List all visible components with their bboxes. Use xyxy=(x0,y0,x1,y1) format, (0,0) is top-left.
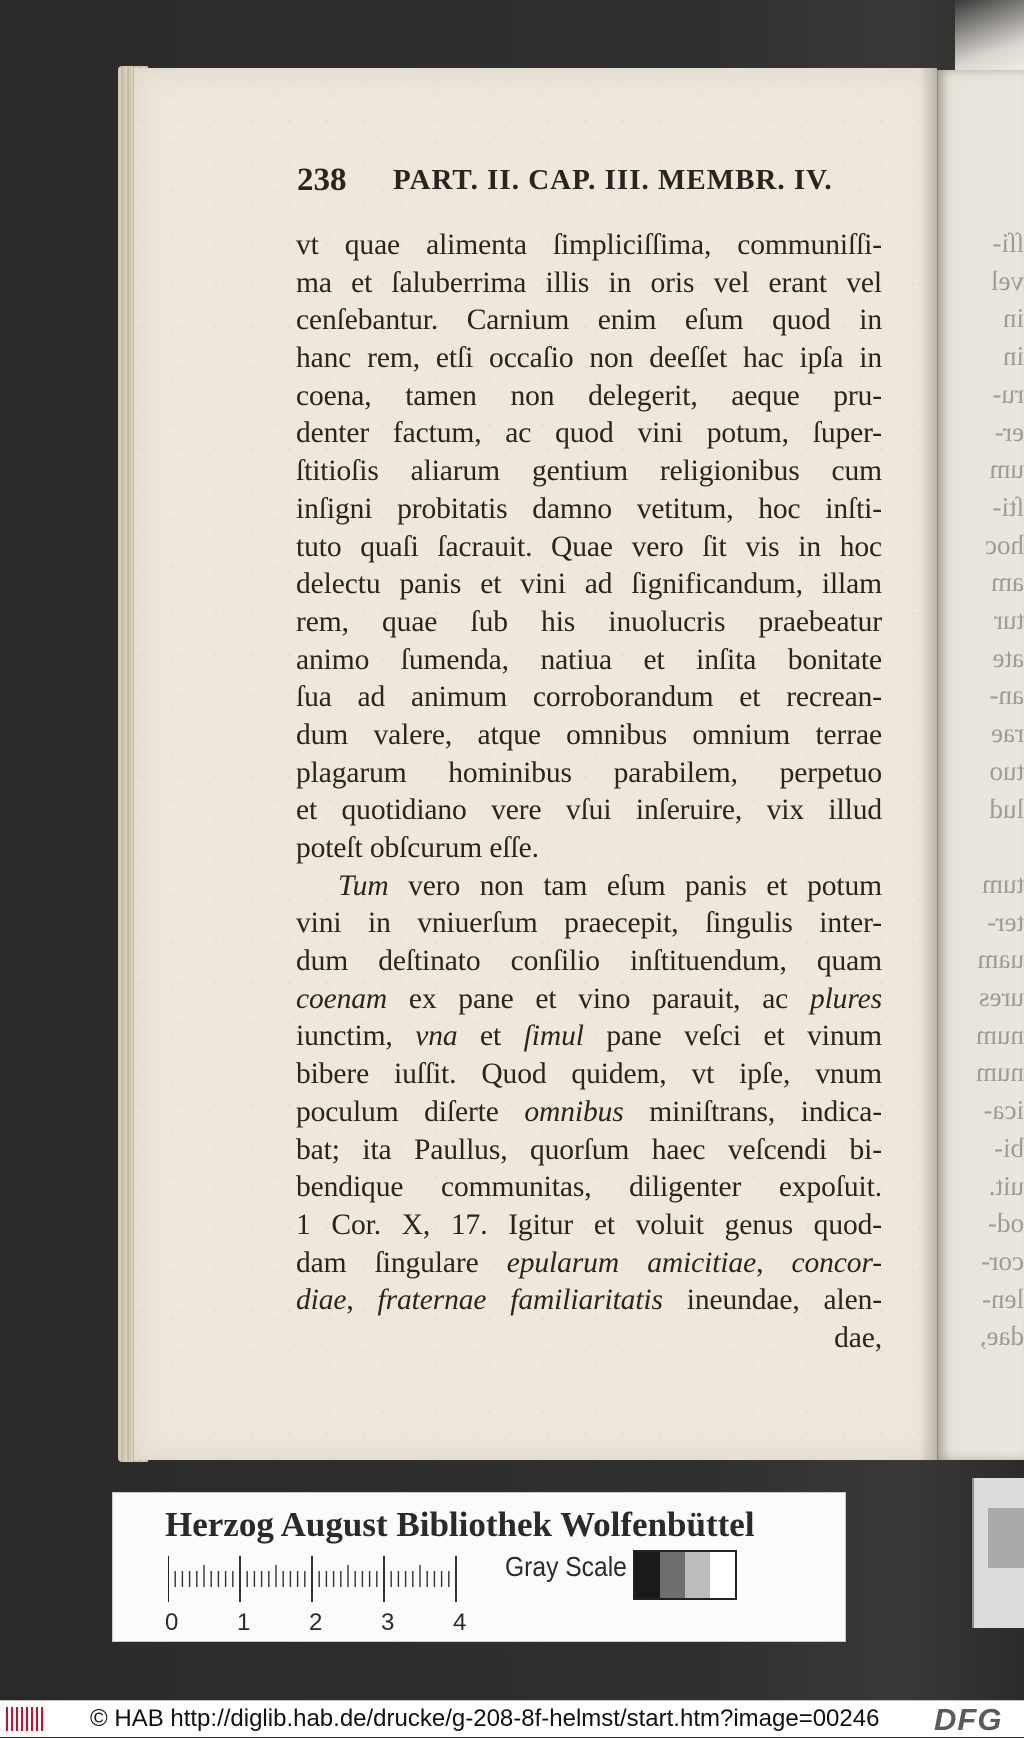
italic-word: Tum xyxy=(338,869,389,902)
italic-word: omnibus xyxy=(524,1095,624,1128)
footer-url[interactable]: © HAB http://diglib.hab.de/drucke/g-208-8f-helmst/start.htm?image=00246 xyxy=(90,1705,880,1732)
page-gutter-shadow xyxy=(920,68,938,1460)
text-run: bibere iuſſit. Quod quidem, vt ipſe, vnum xyxy=(296,1058,882,1091)
text-run: bendique communitas, diligenter expoſuit. xyxy=(296,1171,882,1204)
text-line xyxy=(296,378,882,416)
facing-color-card xyxy=(972,1478,1024,1628)
text-line xyxy=(296,491,882,529)
gray-swatch xyxy=(685,1552,710,1598)
dfg-logo: DFG xyxy=(934,1702,1003,1737)
footer-bar xyxy=(0,1700,1024,1737)
text-run: 1 Cor. X, 17. Igitur et voluit genus quod- xyxy=(296,1208,882,1241)
text-run: tuto quaſi ſacrauit. Quae vero ſit vis in hoc xyxy=(296,530,882,563)
gray-swatch xyxy=(635,1552,660,1598)
ruler-number: 2 xyxy=(309,1609,323,1636)
text-line xyxy=(296,717,882,755)
text-run: ſua ad animum corroborandum et recrean- xyxy=(296,681,882,714)
ruler-number: 4 xyxy=(453,1609,467,1636)
text-run: cenſebantur. Carnium enim eſum quod in xyxy=(296,304,882,337)
text-run: dam ſingulare xyxy=(296,1246,507,1279)
running-head: PART. II. CAP. III. MEMBR. IV. xyxy=(393,164,833,196)
text-run: plagarum hominibus parabilem, perpetuo xyxy=(296,756,882,789)
text-line xyxy=(296,566,882,604)
gray-scale-swatches xyxy=(633,1550,737,1600)
page-number: 238 xyxy=(297,162,347,198)
text-run: bat; ita Paullus, quorſum haec veſcendi bi- xyxy=(296,1133,882,1166)
text-line xyxy=(296,792,882,830)
text-run: vero non tam eſum panis et potum xyxy=(388,869,882,902)
italic-word: plures xyxy=(809,982,882,1015)
text-line xyxy=(296,1282,882,1320)
text-run: poculum diſerte xyxy=(296,1095,525,1128)
library-name: Herzog August Bibliothek Wolfenbüttel xyxy=(165,1505,755,1544)
gray-swatch xyxy=(660,1552,685,1598)
text-run: delectu panis et vini ad ſignificandum, illam xyxy=(296,568,882,601)
italic-word: fraternae familiaritatis xyxy=(377,1284,663,1317)
text-run: pane veſci et vinum xyxy=(583,1020,883,1053)
text-run: inſigni probitatis damno vetitum, hoc inſti- xyxy=(296,492,882,525)
text-line xyxy=(296,340,882,378)
text-line xyxy=(296,830,882,868)
measurement-ruler xyxy=(168,1555,478,1603)
text-line xyxy=(296,1207,882,1245)
ruler-number: 1 xyxy=(237,1609,251,1636)
ruler-number: 0 xyxy=(165,1609,179,1636)
text-line xyxy=(296,1245,882,1283)
text-run: dae, xyxy=(834,1321,882,1354)
text-run: ſtitioſis aliarum gentium religionibus cum xyxy=(296,455,882,488)
text-run: coena, tamen non delegerit, aeque pru- xyxy=(296,379,882,412)
text-run: poteſt obſcurum eſſe. xyxy=(296,832,539,864)
text-line xyxy=(296,1018,882,1056)
text-run: dum valere, atque omnibus omnium terrae xyxy=(296,718,882,751)
text-line xyxy=(296,679,882,717)
text-line xyxy=(296,981,882,1019)
text-run: ineundae, alen- xyxy=(662,1284,882,1317)
text-line xyxy=(296,265,882,303)
text-line xyxy=(296,905,882,943)
text-line xyxy=(296,415,882,453)
italic-word: coenam xyxy=(296,982,388,1015)
text-run: et quotidiano vere vſui inſeruire, vix illud xyxy=(296,794,882,827)
text-line xyxy=(296,943,882,981)
text-line xyxy=(296,604,882,642)
scanner-corner xyxy=(955,0,1024,70)
text-run: , xyxy=(756,1246,792,1279)
text-run: , xyxy=(346,1284,378,1317)
text-line xyxy=(296,227,882,265)
text-line xyxy=(296,529,882,567)
text-run: animo ſumenda, natiua et inſita bonitate xyxy=(296,643,882,676)
text-run: dum deſtinato conſilio inſtituendum, quam xyxy=(296,945,882,978)
text-line xyxy=(296,302,882,340)
italic-word: concor- xyxy=(791,1246,882,1279)
text-run: hanc rem, etſi occaſio non deeſſet hac ipſa in xyxy=(296,342,882,375)
italic-word: epularum amicitiae xyxy=(506,1246,757,1279)
text-line xyxy=(296,453,882,491)
text-run: rem, quae ſub his inuolucris praebeatur xyxy=(296,605,882,638)
italic-word: ſimul xyxy=(523,1020,584,1053)
text-line xyxy=(296,1132,882,1170)
facing-page-bleed-text: ſſi- vel in in ru- er- um ſti- hoc am tur ate an- rae tuo lud tum ter- uam ures num num ica- bi- uit. od- cor- len- dae, xyxy=(975,228,1024,1352)
text-line xyxy=(296,755,882,793)
italic-word: diae xyxy=(296,1284,347,1317)
text-line xyxy=(296,1320,882,1358)
ruler-numbers xyxy=(165,1609,495,1639)
text-line xyxy=(296,1094,882,1132)
running-header xyxy=(297,162,857,206)
text-run: et xyxy=(457,1020,524,1053)
text-run: vt quae alimenta ſimpliciſſima, communiſſi- xyxy=(296,229,882,261)
page-body-text xyxy=(296,227,882,1358)
text-line xyxy=(296,1056,882,1094)
text-run: vini in vniuerſum praecepit, ſingulis inter- xyxy=(296,907,882,940)
text-line xyxy=(296,868,882,906)
italic-word: vna xyxy=(415,1020,458,1053)
text-line xyxy=(296,1169,882,1207)
gray-scale-label: Gray Scale xyxy=(505,1551,627,1582)
text-line xyxy=(296,642,882,680)
text-run: iunctim, xyxy=(296,1020,416,1053)
color-reference-card xyxy=(112,1492,846,1642)
hab-logo-icon xyxy=(6,1707,46,1731)
text-run: ma et ſaluberrima illis in oris vel erant vel xyxy=(296,266,882,299)
ruler-number: 3 xyxy=(381,1609,395,1636)
text-run: miniſtrans, indica- xyxy=(623,1095,882,1128)
text-run: ex pane et vino parauit, ac xyxy=(387,982,810,1015)
gray-swatch xyxy=(710,1552,735,1598)
text-run: denter factum, ac quod vini potum, ſuper- xyxy=(296,417,882,450)
